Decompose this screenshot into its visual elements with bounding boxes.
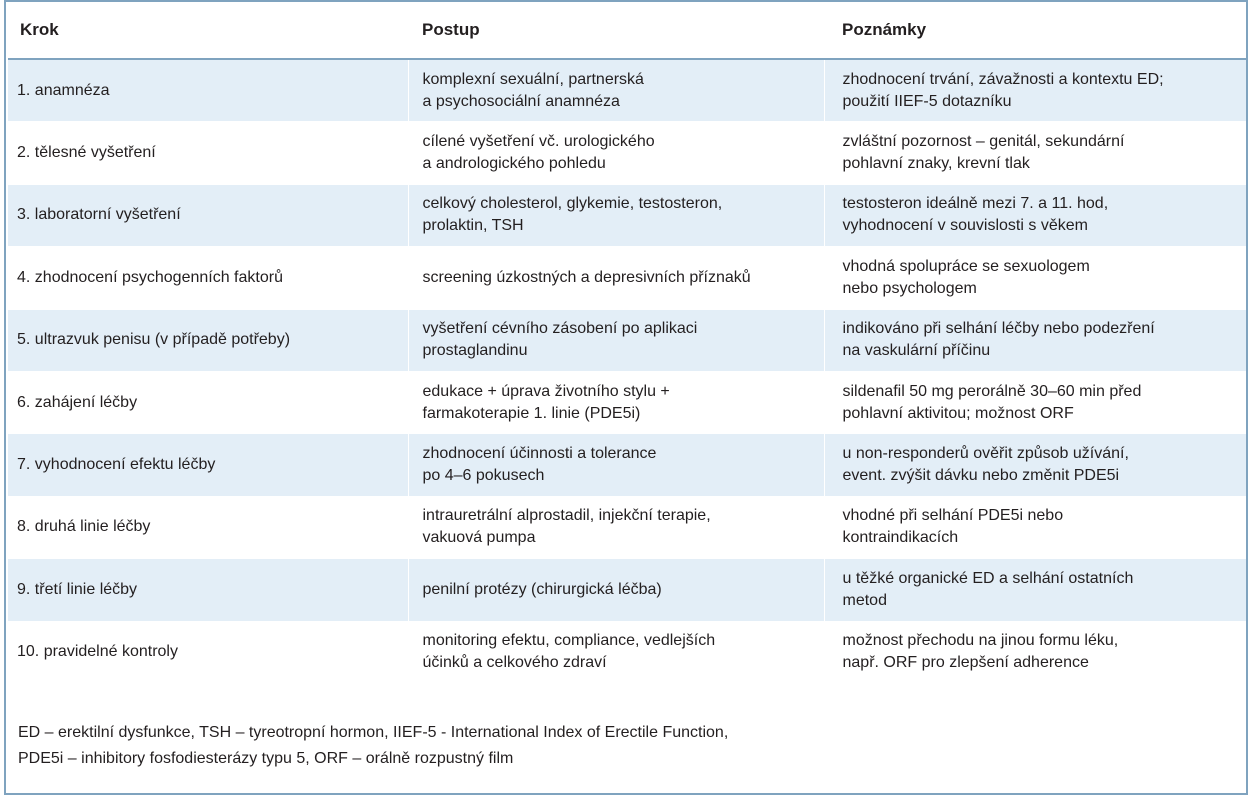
table-row — [8, 434, 1246, 496]
table-row — [8, 496, 1246, 558]
cell-line: vakuová pumpa — [422, 529, 536, 547]
cell-line: pohlavní znaky, krevní tlak — [842, 155, 1030, 173]
cell-postup — [408, 247, 824, 309]
cell-line: metod — [842, 591, 887, 609]
cell-line: farmakoterapie 1. linie (PDE5i) — [422, 404, 641, 422]
cell-poznamky — [824, 496, 1246, 558]
cell-krok: 8. druhá linie léčby — [8, 496, 408, 558]
cell-line: zhodnocení účinnosti a tolerance — [422, 445, 657, 463]
cell-poznamky — [824, 309, 1246, 371]
cell-postup — [408, 59, 824, 122]
cell-line: sildenafil 50 mg perorálně 30–60 min před — [842, 382, 1142, 400]
cell-line: indikováno při selhání léčby nebo podezření — [842, 320, 1155, 338]
cell-line: zhodnocení trvání, závažnosti a kontextu ED; — [842, 70, 1164, 88]
cell-postup — [408, 434, 824, 496]
cell-line: celkový cholesterol, glykemie, testosteron, — [422, 195, 723, 213]
header-krok: Krok — [8, 2, 408, 59]
table-row — [8, 122, 1246, 184]
cell-line: vyhodnocení v souvislosti s věkem — [842, 217, 1088, 235]
cell-krok: 6. zahájení léčby — [8, 371, 408, 433]
cell-line: pohlavní aktivitou; možnost ORF — [842, 404, 1074, 422]
cell-line: kontraindikacích — [842, 529, 959, 547]
cell-line: vhodné při selhání PDE5i nebo — [842, 507, 1064, 525]
cell-line: a andrologického pohledu — [422, 155, 606, 173]
table-body — [8, 59, 1246, 683]
cell-line: účinků a celkového zdraví — [422, 654, 607, 672]
table-row — [8, 371, 1246, 433]
table-row — [8, 59, 1246, 122]
header-poznamky: Poznámky — [824, 2, 1246, 59]
cell-krok: 5. ultrazvuk penisu (v případě potřeby) — [8, 309, 408, 371]
cell-line: a psychosociální anamnéza — [422, 92, 620, 110]
cell-line: vyšetření cévního zásobení po aplikaci — [422, 320, 698, 338]
cell-line: testosteron ideálně mezi 7. a 11. hod, — [842, 195, 1109, 213]
cell-line: u non-responderů ověřit způsob užívání, — [842, 445, 1129, 463]
cell-line: na vaskulární příčinu — [842, 342, 991, 360]
cell-line: u těžké organické ED a selhání ostatních — [842, 569, 1134, 587]
cell-line: screening úzkostných a depresivních příznaků — [422, 268, 751, 286]
table-row — [8, 621, 1246, 683]
cell-postup — [408, 621, 824, 683]
cell-krok: 10. pravidelné kontroly — [8, 621, 408, 683]
cell-line: vhodná spolupráce se sexuologem — [842, 257, 1090, 275]
footnote-line: PDE5i – inhibitory fosfodiesterázy typu 5, ORF – orálně rozpustný film — [18, 750, 514, 767]
cell-line: intrauretrální alprostadil, injekční terapie, — [422, 507, 711, 525]
cell-krok: 1. anamnéza — [8, 59, 408, 122]
treatment-steps-table — [8, 2, 1246, 684]
cell-krok: 9. třetí linie léčby — [8, 559, 408, 621]
table-row — [8, 559, 1246, 621]
cell-line: zvláštní pozornost – genitál, sekundární — [842, 133, 1125, 151]
cell-line: možnost přechodu na jinou formu léku, — [842, 632, 1119, 650]
table-header — [8, 2, 1246, 59]
table-row — [8, 247, 1246, 309]
cell-line: monitoring efektu, compliance, vedlejších — [422, 632, 716, 650]
cell-poznamky — [824, 434, 1246, 496]
cell-postup — [408, 371, 824, 433]
cell-line: prolaktin, TSH — [422, 217, 524, 235]
cell-poznamky — [824, 247, 1246, 309]
footnote-line: ED – erektilní dysfunkce, TSH – tyreotropní hormon, IIEF-5 - International Index of Erectile Function, — [18, 724, 729, 741]
table-frame — [4, 0, 1248, 795]
cell-postup — [408, 496, 824, 558]
cell-krok: 2. tělesné vyšetření — [8, 122, 408, 184]
cell-postup — [408, 184, 824, 246]
cell-line: nebo psychologem — [842, 279, 977, 297]
cell-line: event. zvýšit dávku nebo změnit PDE5i — [842, 467, 1120, 485]
table-row — [8, 184, 1246, 246]
cell-line: po 4–6 pokusech — [422, 467, 545, 485]
cell-line: prostaglandinu — [422, 342, 528, 360]
cell-postup — [408, 122, 824, 184]
cell-postup — [408, 559, 824, 621]
table-row — [8, 309, 1246, 371]
cell-line: cílené vyšetření vč. urologického — [422, 133, 655, 151]
cell-poznamky — [824, 184, 1246, 246]
cell-line: komplexní sexuální, partnerská — [422, 70, 644, 88]
cell-poznamky — [824, 559, 1246, 621]
cell-krok: 3. laboratorní vyšetření — [8, 184, 408, 246]
cell-poznamky — [824, 59, 1246, 122]
cell-krok: 4. zhodnocení psychogenních faktorů — [8, 247, 408, 309]
cell-poznamky — [824, 371, 1246, 433]
header-postup: Postup — [408, 2, 824, 59]
cell-poznamky — [824, 621, 1246, 683]
cell-postup — [408, 309, 824, 371]
table-footnote — [18, 720, 1218, 772]
cell-krok: 7. vyhodnocení efektu léčby — [8, 434, 408, 496]
cell-line: např. ORF pro zlepšení adherence — [842, 654, 1089, 672]
cell-line: penilní protézy (chirurgická léčba) — [422, 580, 662, 598]
cell-line: edukace + úprava životního stylu + — [422, 382, 670, 400]
cell-poznamky — [824, 122, 1246, 184]
cell-line: použití IIEF-5 dotazníku — [842, 92, 1012, 110]
